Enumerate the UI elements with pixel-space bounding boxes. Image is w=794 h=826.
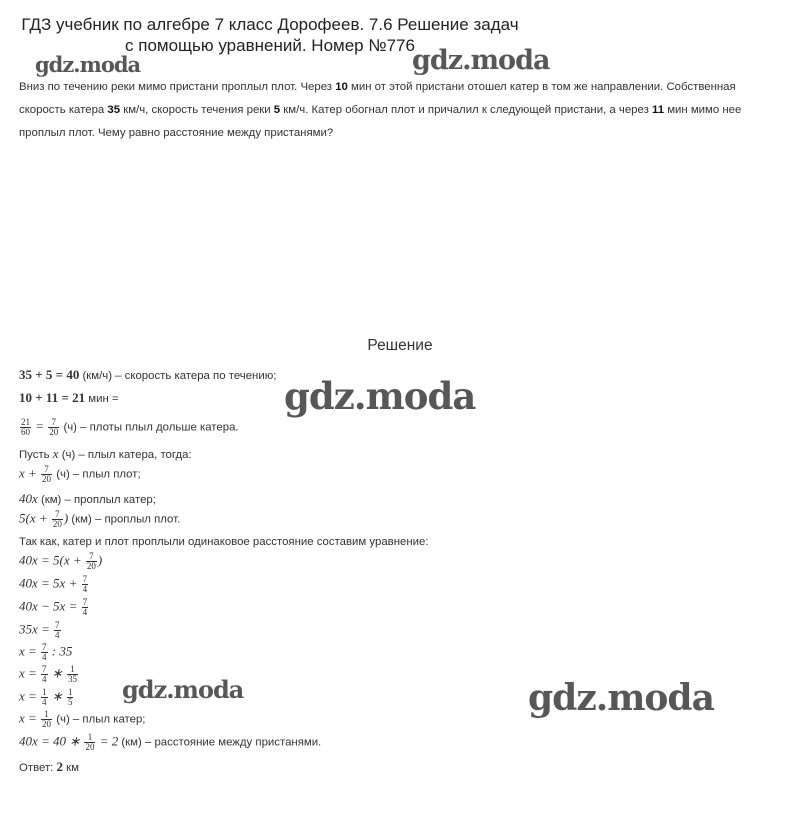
fraction: $\frac{1}{35}$: [67, 664, 77, 684]
solution-line: 40x = 5x + $\frac{7}{4}$: [19, 574, 88, 594]
watermark-logo: gdz.moda: [122, 675, 244, 704]
fraction: $\frac{1}{4}$: [42, 687, 47, 707]
answer: Ответ: 2 км: [19, 759, 79, 774]
watermark-logo: gdz.moda: [412, 45, 550, 76]
solution-line: x = $\frac{1}{4}$ ∗ $\frac{1}{5}$: [19, 687, 73, 707]
watermark-logo: gdz.moda: [284, 374, 476, 418]
solution-line: x + $\frac{7}{20}$ (ч) – плыл плот;: [19, 464, 141, 484]
solution-line: 5(x + $\frac{7}{20}$ ) (км) – проплыл плот.: [19, 509, 181, 529]
solution-line: 40x (км) – проплыл катер;: [19, 491, 156, 506]
solution-line: 35x = $\frac{7}{4}$: [19, 620, 60, 640]
fraction: $\frac{1}{20}$: [85, 732, 95, 752]
fraction: $\frac{7}{4}$: [82, 597, 88, 617]
page-title-line-2: с помощью уравнений. Номер №776: [125, 36, 415, 55]
solution-line: Так как, катер и плот проплыли одинаковое расстояние составим уравнение:: [19, 536, 429, 548]
fraction: $\frac{7}{4}$: [55, 620, 60, 640]
solution-line: $\frac{21}{60}$ = $\frac{7}{20}$ (ч) – плоты плыл дольше катера.: [21, 417, 239, 437]
watermark-logo: gdz.moda: [35, 52, 141, 77]
fraction: $\frac{7}{4}$: [42, 664, 47, 684]
fraction: $\frac{1}{20}$: [42, 709, 52, 729]
page-title-line-1: ГДЗ учебник по алгебре 7 класс Дорофеев. 7.6 Решение задач: [21, 15, 519, 34]
solution-line: 10 + 11 = 21 мин =: [19, 390, 119, 405]
watermark-logo: gdz.moda: [528, 677, 714, 719]
solution-heading: Решение: [367, 337, 433, 354]
solution-line: x = $\frac{7}{4}$ : 35: [19, 642, 73, 662]
fraction: $\frac{7}{4}$: [42, 642, 47, 662]
solution-line: 40x = 40 ∗ $\frac{1}{20}$ = 2 (км) – расстояние между пристанями.: [19, 732, 322, 752]
fraction: $\frac{7}{4}$: [82, 574, 88, 594]
fraction: $\frac{7}{20}$: [42, 464, 52, 484]
fraction: $\frac{21}{60}$: [21, 417, 30, 437]
solution-line: x = $\frac{1}{20}$ (ч) – плыл катер;: [19, 709, 146, 729]
solution-line: 35 + 5 = 40 (км/ч) – скорость катера по течению;: [19, 367, 277, 382]
solution-line: 40x − 5x = $\frac{7}{4}$: [19, 597, 88, 617]
fraction: $\frac{7}{20}$: [49, 417, 59, 437]
fraction: $\frac{7}{20}$: [86, 551, 96, 571]
problem-statement: Вниз по течению реки мимо пристани проплыл плот. Через 10 мин от этой пристани отошел катер в том же направлении. Собственная скорость катера 35 км/ч, скорость течения реки 5 км/ч. Катер обогнал плот и причалил к следующей пристани, а через 11 мин мимо нее проплыл плот. Чему равно расстояние между пристанями?: [19, 81, 742, 139]
solution-line: 40x = 5(x + $\frac{7}{20}$ ): [19, 551, 103, 571]
solution-line: x = $\frac{7}{4}$ ∗ $\frac{1}{35}$: [19, 664, 77, 684]
fraction: $\frac{1}{5}$: [67, 687, 73, 707]
solution-line: Пусть x (ч) – плыл катера, тогда:: [19, 446, 192, 461]
fraction: $\frac{7}{20}$: [52, 509, 62, 529]
